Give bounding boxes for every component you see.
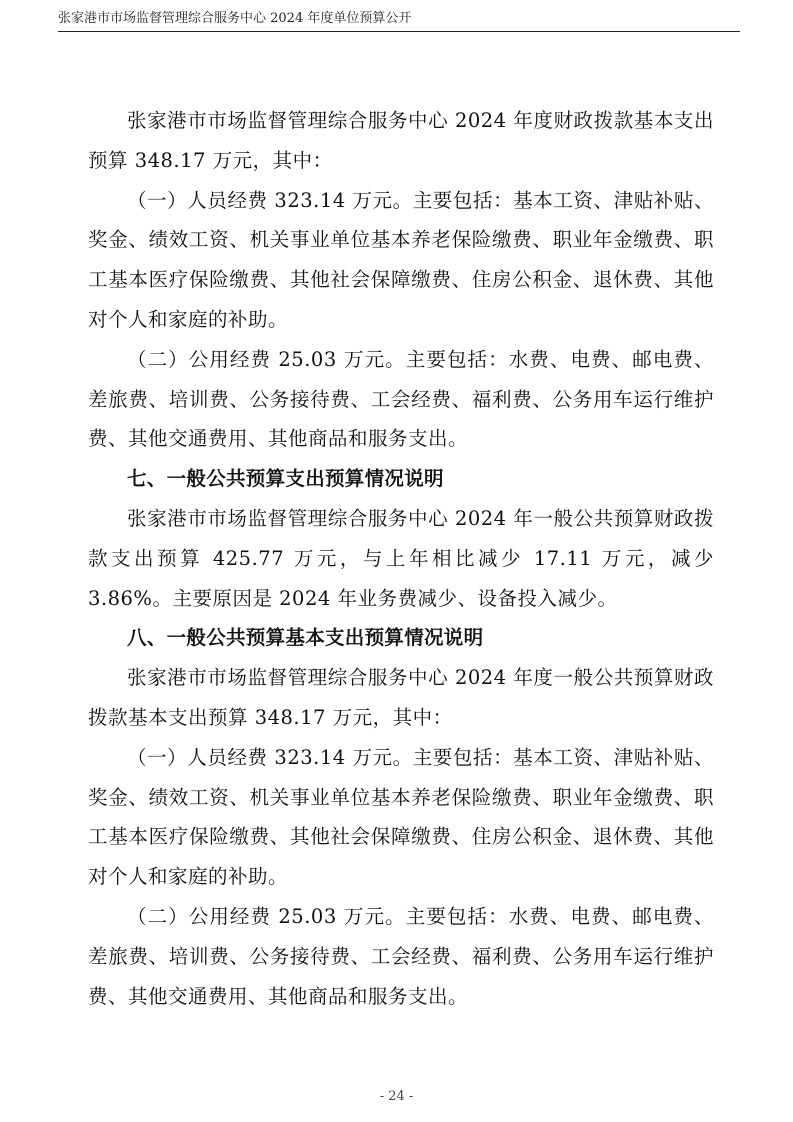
paragraph-public-expenses: （二）公用经费 25.03 万元。主要包括：水费、电费、邮电费、差旅费、培训费、公务接待费、工会经费、福利费、公务用车运行维护费、其他交通费用、其他商品和服务支出。 <box>88 347 714 451</box>
page-number: - 24 - <box>379 1089 414 1104</box>
document-body <box>88 101 714 1016</box>
paragraph-personnel-expenses-2: （一）人员经费 323.14 万元。主要包括：基本工资、津贴补贴、奖金、绩效工资、机关事业单位基本养老保险缴费、职业年金缴费、职工基本医疗保险缴费、其他社会保障缴费、住房公积金、退休费、其他对个人和家庭的补助。 <box>88 745 714 889</box>
heading-section-8: 八、一般公共预算基本支出预算情况说明 <box>127 626 484 650</box>
heading-section-7: 七、一般公共预算支出预算情况说明 <box>127 467 444 491</box>
paragraph-basic-expenditure: 张家港市市场监督管理综合服务中心 2024 年度财政拨款基本支出预算 348.17 万元，其中： <box>88 109 714 172</box>
running-header: 张家港市市场监督管理综合服务中心 2024 年度单位预算公开 <box>58 10 740 32</box>
paragraph-personnel-expenses: （一）人员经费 323.14 万元。主要包括：基本工资、津贴补贴、奖金、绩效工资、机关事业单位基本养老保险缴费、职业年金缴费、职工基本医疗保险缴费、其他社会保障缴费、住房公积金、退休费、其他对个人和家庭的补助。 <box>88 188 714 331</box>
paragraph-general-budget: 张家港市市场监督管理综合服务中心 2024 年一般公共预算财政拨款支出预算 425.77 万元，与上年相比减少 17.11 万元，减少 3.86%。主要原因是 2024 年业务费减少、设备投入减少。 <box>88 506 714 610</box>
paragraph-general-basic-expenditure: 张家港市市场监督管理综合服务中心 2024 年度一般公共预算财政拨款基本支出预算 348.17 万元，其中： <box>88 666 714 729</box>
paragraph-public-expenses-2: （二）公用经费 25.03 万元。主要包括：水费、电费、邮电费、差旅费、培训费、公务接待费、工会经费、福利费、公务用车运行维护费、其他交通费用、其他商品和服务支出。 <box>88 904 714 1008</box>
